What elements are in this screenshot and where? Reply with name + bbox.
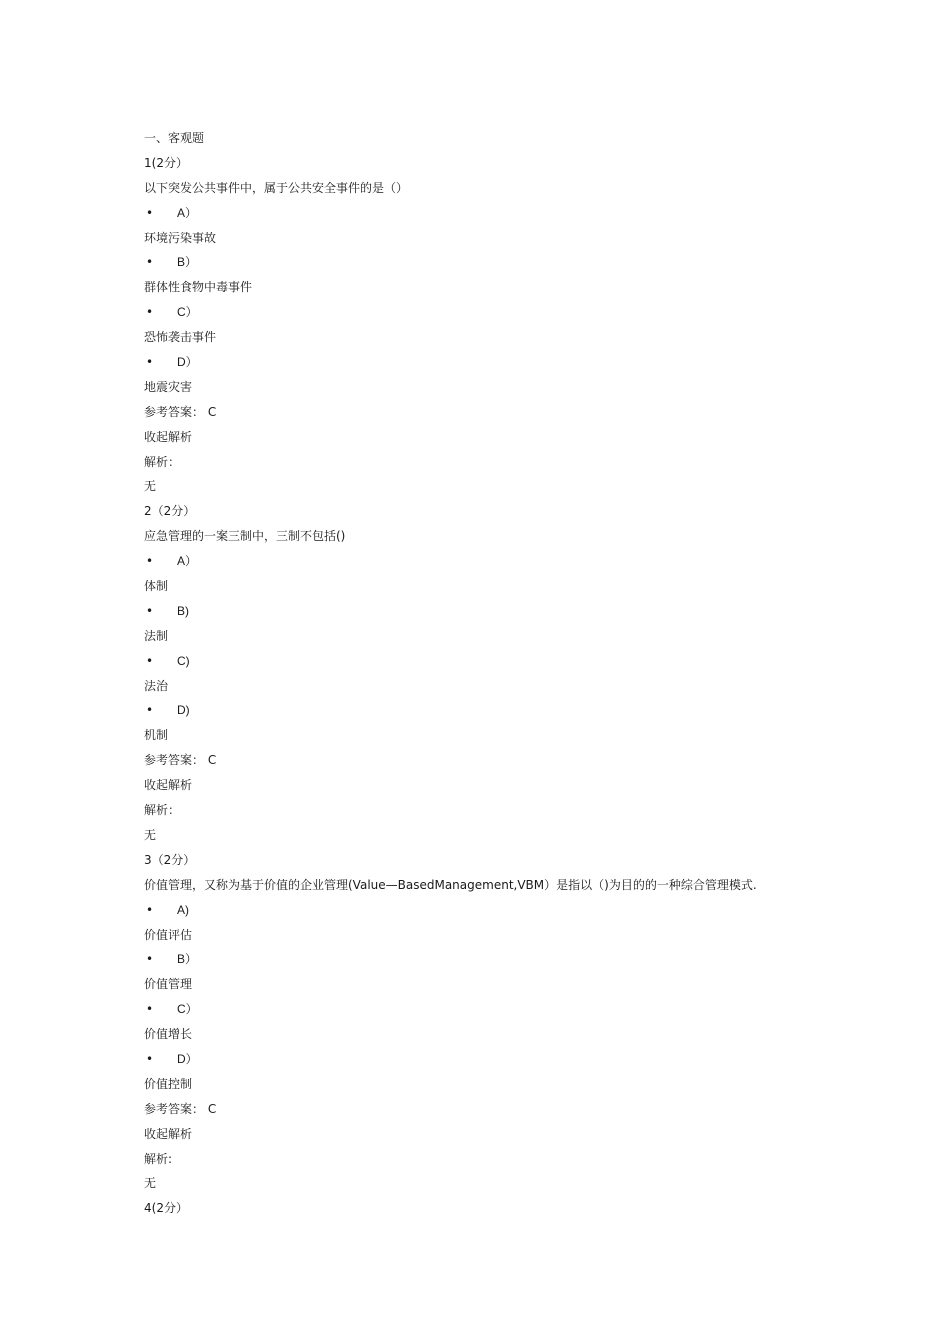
question-stem: 应急管理的一案三制中，三制不包括() (144, 529, 346, 544)
option-text: 地震灾害 (144, 379, 193, 394)
analysis-text: 无 (144, 1176, 157, 1191)
analysis-label: 解析: (144, 1151, 173, 1166)
option-label: B) (177, 603, 189, 618)
option-text: 恐怖袭击事件 (144, 330, 217, 345)
option-label: C） (177, 305, 198, 320)
question-1 (144, 151, 924, 499)
analysis-text: 无 (144, 479, 157, 494)
question-3 (144, 848, 924, 1196)
option-b (144, 599, 924, 624)
question-header: 3（2分） (144, 852, 196, 867)
bullet-icon: • (146, 205, 154, 220)
question-header: 1(2分） (144, 155, 188, 170)
option-c (144, 300, 924, 325)
bullet-icon: • (146, 1002, 154, 1017)
option-label: C） (177, 1002, 198, 1017)
collapse-analysis-link[interactable]: 收起解析 (144, 778, 193, 793)
option-text: 价值增长 (144, 1027, 193, 1042)
option-text: 机制 (144, 728, 169, 743)
question-stem: 以下突发公共事件中，属于公共安全事件的是（） (144, 180, 409, 195)
option-a (144, 549, 924, 574)
option-text: 法治 (144, 678, 169, 693)
reference-answer: 参考答案： C (144, 753, 217, 768)
option-text: 价值评估 (144, 927, 193, 942)
collapse-analysis-link[interactable]: 收起解析 (144, 429, 193, 444)
option-a (144, 201, 924, 226)
bullet-icon: • (146, 653, 154, 668)
option-text: 群体性食物中毒事件 (144, 280, 253, 295)
document-body (144, 126, 924, 1221)
option-text: 价值控制 (144, 1076, 193, 1091)
option-c (144, 997, 924, 1022)
option-b (144, 250, 924, 275)
analysis-text: 无 (144, 827, 157, 842)
question-header: 2（2分） (144, 504, 196, 519)
option-label: A） (177, 554, 198, 569)
option-label: D） (177, 1051, 198, 1066)
bullet-icon: • (146, 355, 154, 370)
bullet-icon: • (146, 255, 154, 270)
section-title: 一、客观题 (144, 131, 205, 145)
option-label: B） (177, 255, 198, 270)
option-label: C) (177, 653, 190, 668)
option-d (144, 1047, 924, 1072)
option-b (144, 947, 924, 972)
option-text: 法制 (144, 628, 169, 643)
option-c (144, 649, 924, 674)
option-d (144, 698, 924, 723)
bullet-icon: • (146, 703, 154, 718)
option-label: B） (177, 952, 198, 967)
option-text: 价值管理 (144, 977, 193, 992)
question-header: 4(2分） (144, 1201, 188, 1216)
option-text: 环境污染事故 (144, 230, 217, 245)
question-2 (144, 499, 924, 847)
collapse-analysis-link[interactable]: 收起解析 (144, 1126, 193, 1141)
bullet-icon: • (146, 305, 154, 320)
analysis-label: 解析： (144, 803, 181, 818)
option-d (144, 350, 924, 375)
option-text: 体制 (144, 579, 169, 594)
option-label: A） (177, 205, 198, 220)
reference-answer: 参考答案： C (144, 1101, 217, 1116)
bullet-icon: • (146, 603, 154, 618)
question-stem: 价值管理，又称为基于价值的企业管理(Value—BasedManagement,VBM）是指以（)为目的的一种综合管理模式. (144, 877, 757, 892)
option-label: D) (177, 703, 190, 718)
analysis-label: 解析： (144, 454, 181, 469)
bullet-icon: • (146, 554, 154, 569)
bullet-icon: • (146, 1051, 154, 1066)
reference-answer: 参考答案： C (144, 404, 217, 419)
bullet-icon: • (146, 902, 154, 917)
bullet-icon: • (146, 952, 154, 967)
option-label: D） (177, 355, 198, 370)
option-label: A) (177, 902, 189, 917)
option-a (144, 898, 924, 923)
